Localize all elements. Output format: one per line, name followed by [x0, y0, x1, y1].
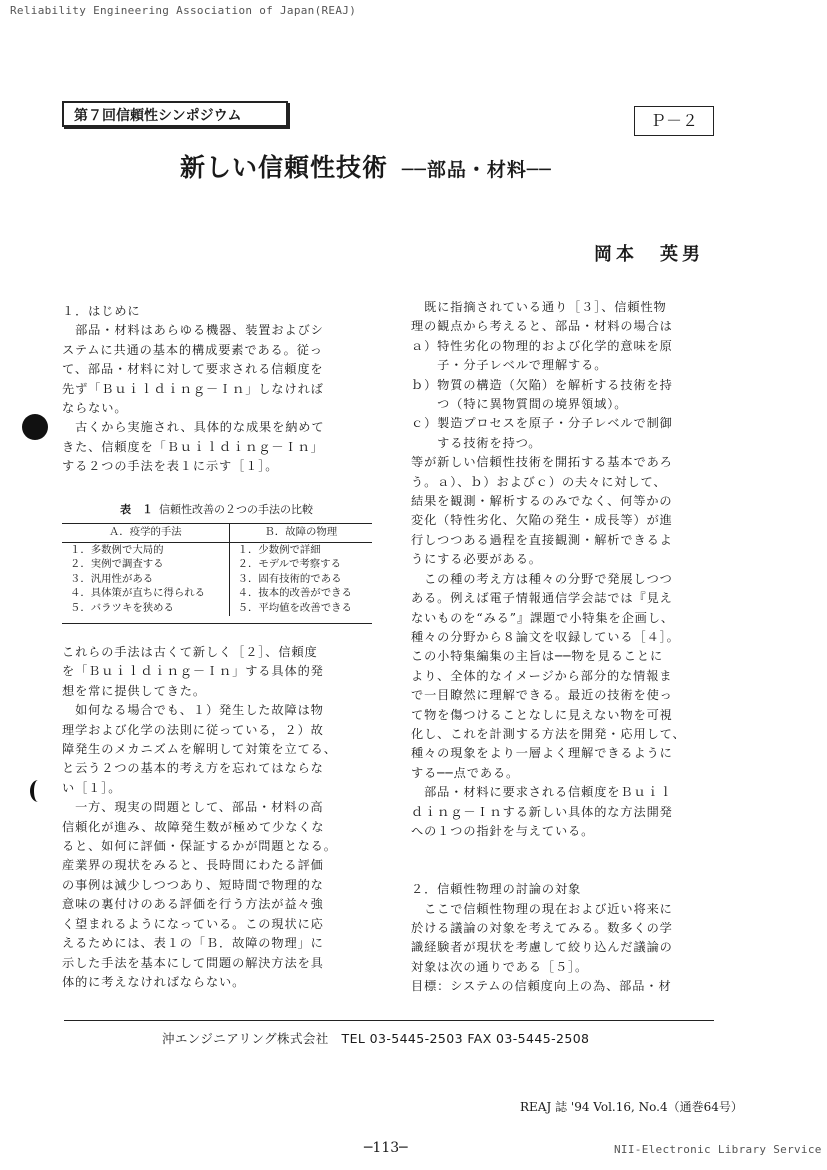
table-cell: １．少数例で詳細: [237, 543, 321, 556]
body-line: ここで信頼性物理の現在および近い将来に: [411, 901, 673, 916]
body-line: 理学および化学の法則に従っている，２）故: [62, 722, 324, 737]
body-line: 古くから実施され、具体的な成果を納めて: [62, 420, 325, 435]
body-line: 識経験者が現状を考慮して絞り込んだ議論の: [411, 940, 673, 955]
body-line: ａ）特性劣化の物理的および化学的意味を原: [411, 338, 673, 353]
left-column-body: [62, 643, 382, 992]
body-line: を「Ｂｕｉｌｄｉｎｇ－Ｉｎ」する具体的発: [62, 664, 324, 679]
table-label: 表 １: [120, 503, 153, 516]
body-line: ｂ）物質の構造（欠陥）を解析する技術を持: [411, 377, 673, 392]
right-column: [411, 298, 731, 997]
table-bottom-rule: [62, 623, 372, 624]
body-line: 一方、現実の問題として、部品・材料の高: [62, 800, 324, 815]
body-line: 種々の分野から８論文を収録している［４］。: [411, 629, 680, 644]
body-line: 示した手法を基本にして問題の解決方法を具: [62, 955, 324, 970]
body-line: 産業界の現状をみると、長時間にわたる評価: [62, 858, 324, 873]
table-row: [62, 557, 372, 572]
body-line: 想を常に提供してきた。: [62, 683, 206, 698]
comparison-table: [62, 524, 372, 616]
body-line: て物を傷つけることなしに見えない物を可視: [411, 707, 673, 722]
running-footer-right: NII-Electronic Library Service: [614, 1143, 822, 1156]
table-caption: [120, 501, 313, 517]
page-number: ─113─: [364, 1140, 408, 1156]
body-line: 子・分子レベルで理解する。: [411, 358, 608, 373]
section-heading: １．はじめに: [62, 304, 141, 318]
body-line: ステムに共通の基本的構成要素である。従っ: [62, 342, 323, 357]
body-line: 部品・材料に要求される信頼度をＢｕｉｌ: [411, 785, 673, 800]
body-line: この種の考え方は種々の分野で発展しつつ: [411, 571, 673, 586]
body-line: 化し、これを計測する方法を開発・応用して、: [411, 726, 686, 741]
body-line: 種々の現象をより一層よく理解できるように: [411, 746, 673, 761]
table-cell: ５．平均値を改善できる: [237, 601, 352, 614]
body-line: 先ず「Ｂｕｉｌｄｉｎｇ－Ｉｎ」しなければ: [62, 381, 324, 396]
title-main: 新しい信頼性技術: [180, 153, 389, 182]
table-row: [62, 601, 372, 616]
body-line: く望まれるようになっている。この現状に応: [62, 916, 324, 931]
body-line: きた、信頼度を「Ｂｕｉｌｄｉｎｇ－Ｉｎ」: [62, 439, 324, 454]
symposium-label: 第７回信頼性シンポジウム: [62, 101, 288, 127]
body-line: で一目瞭然に理解できる。最近の技術を使っ: [411, 688, 673, 703]
body-line: する２つの手法を表１に示す［１］。: [62, 459, 279, 474]
table-cell: ４．抜本的改善ができる: [237, 587, 352, 600]
body-line: 結果を観測・解析するのみでなく、何等かの: [411, 494, 673, 509]
body-line: う。ａ）、ｂ）およびｃ）の夫々に対して、: [411, 474, 667, 489]
section-heading: ２．信頼性物理の討論の対象: [411, 882, 582, 897]
body-line: 信頼化が進み、故障発生数が極めて少なくな: [62, 819, 325, 834]
table-cell: ５．バラツキを狭める: [62, 601, 229, 616]
body-line: ならない。: [62, 401, 128, 416]
left-column-intro: [62, 302, 382, 477]
table-row: [62, 572, 372, 587]
body-line: 部品・材料はあらゆる機器、装置およびシ: [62, 323, 324, 338]
body-line: 意味の裏付けのある評価を行う方法が益々強: [62, 897, 324, 912]
table-row: [62, 586, 372, 601]
body-line: ｃ）製造プロセスを原子・分子レベルで制御: [411, 416, 673, 431]
table-cell: ２．モデルで考察する: [237, 558, 341, 571]
footer-rule: [64, 1020, 714, 1021]
body-line: する──点である。: [411, 765, 520, 780]
body-line: する技術を持つ。: [411, 435, 542, 450]
table-cell: ４．具体策が直ちに得られる: [62, 586, 229, 601]
body-line: 変化（特性劣化、欠陥の発生・成長等）が進: [411, 513, 673, 528]
author-name: 岡本 英男: [594, 244, 704, 265]
body-line: 既に指摘されている通り［３］、信頼性物: [411, 300, 667, 314]
body-line: 等が新しい信頼性技術を開拓する基本であろ: [411, 455, 673, 470]
body-line: より、全体的なイメージから部分的な情報ま: [411, 668, 673, 683]
running-header-left: Reliability Engineering Association of Japan(REAJ): [10, 4, 357, 17]
body-line: 於ける議論の対象を考えてみる。数多くの学: [411, 921, 673, 935]
body-line: うにする必要がある。: [411, 552, 542, 567]
table-caption-text: 信頼性改善の２つの手法の比較: [159, 503, 313, 516]
body-line: 行しつつある過程を直接観測・解析できるよ: [411, 532, 673, 547]
body-line: つ（特に異物質間の境界領域）。: [411, 397, 628, 412]
body-line: い［１］。: [62, 780, 122, 795]
paper-code: Ｐ－２: [634, 106, 714, 136]
body-line: て、部品・材料に対して要求される信頼度を: [62, 362, 324, 377]
body-line: この小特集編集の主旨は──物を見ることに: [411, 649, 664, 664]
table-row: [62, 542, 372, 557]
paper-title: [180, 148, 552, 184]
table-cell: １．多数例で大局的: [62, 542, 229, 557]
body-line: えるためには、表１の「Ｂ．故障の物理」に: [62, 936, 324, 951]
punch-hole-mark: [22, 414, 48, 440]
body-line: 体的に考えなければならない。: [62, 974, 246, 989]
body-line: 目標：システムの信頼度向上の為、部品・材: [411, 979, 672, 994]
body-line: ｄｉｎｇ－Ｉｎする新しい具体的な方法開発: [411, 804, 673, 819]
table-header-b: Ｂ．故障の物理: [229, 524, 372, 542]
table-cell: ３．固有技術的である: [237, 572, 342, 585]
table-header-a: Ａ．疫学的手法: [62, 524, 229, 542]
table-cell: ２．実例で調査する: [62, 557, 229, 572]
body-line: への１つの指針を与えている。: [411, 823, 595, 838]
body-line: と云う２つの基本的考え方を忘れてはならな: [62, 761, 324, 776]
body-line: ある。例えば電子情報通信学会誌では『見え: [411, 591, 673, 606]
binding-mark: [30, 780, 46, 802]
body-line: これらの手法は古くて新しく［２］、信頼度: [62, 645, 318, 659]
table-cell: ３．汎用性がある: [62, 572, 229, 587]
body-line: 対象は次の通りである［５］。: [411, 959, 589, 974]
blank-line: [411, 841, 731, 860]
blank-line: [411, 861, 731, 880]
body-line: ると、如何に評価・保証するかが問題となる。: [62, 839, 337, 854]
body-line: 理の観点から考えると、部品・材料の場合は: [411, 319, 673, 334]
title-subtitle: ──部品・材料──: [402, 159, 552, 181]
body-line: の事例は減少しつつあり、短時間で物理的な: [62, 877, 324, 892]
body-line: ないものを“みる”』課題で小特集を企画し、: [411, 610, 674, 625]
body-line: 如何なる場合でも、１）発生した故障は物: [62, 703, 324, 718]
table-header-row: [62, 524, 372, 542]
company-info: 沖エンジニアリング株式会社 TEL 03-5445-2503 FAX 03-5445-2508: [162, 1031, 590, 1046]
journal-citation: REAJ 誌 '94 Vol.16, No.4（通巻64号）: [520, 1100, 743, 1114]
body-line: 障発生のメカニズムを解明して対策を立てる、: [62, 742, 337, 757]
